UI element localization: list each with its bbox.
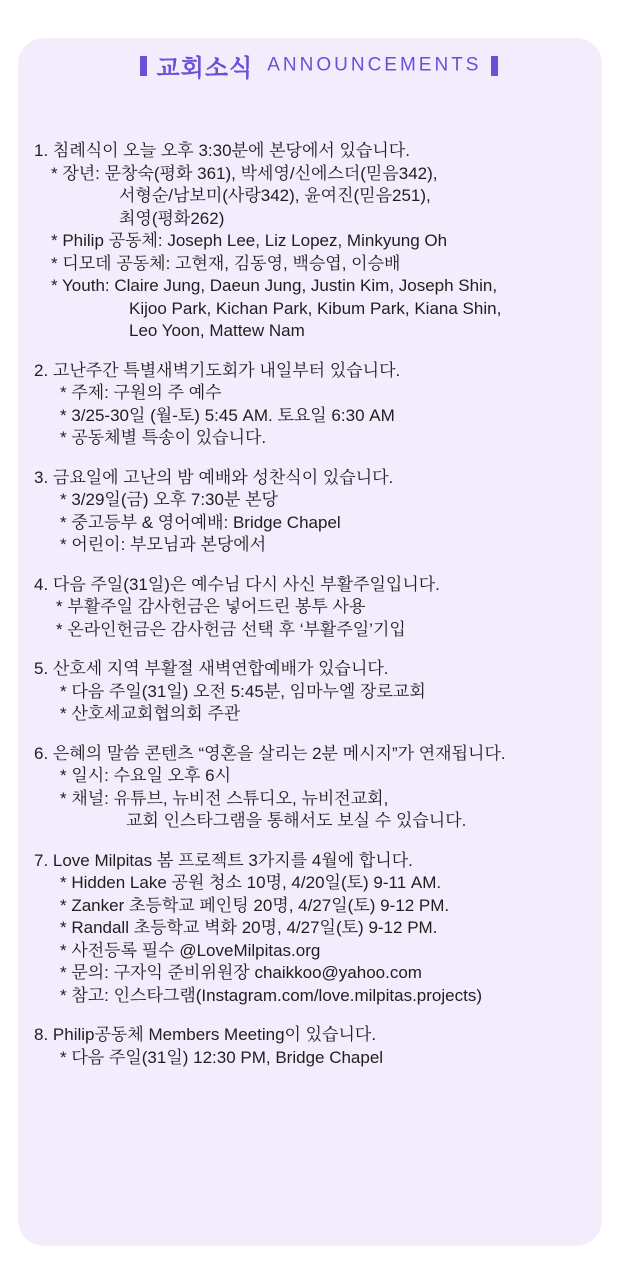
announcement-title: 8. Philip공동체 Members Meeting이 있습니다. [34,1025,377,1044]
announcement-detail: * Hidden Lake 공원 청소 10명, 4/20일(토) 9-11 AM. [60,873,442,892]
left-bar-icon [140,56,147,76]
announcement-detail: * 온라인헌금은 감사헌금 선택 후 ‘부활주일’기입 [56,619,406,639]
announcement-3 [34,467,616,557]
announcement-list [34,140,616,1086]
announcement-title: 1. 침례식이 오늘 오후 3:30분에 본당에서 있습니다. [34,141,410,160]
announcement-detail: 최영(평화262) [119,208,225,228]
announcement-detail: * 참고: 인스타그램(Instagram.com/love.milpitas.projects) [60,985,482,1005]
announcement-detail: * Randall 초등학교 벽화 20명, 4/27일(토) 9-12 PM. [60,918,438,937]
announcement-detail: * 다음 주일(31일) 오전 5:45분, 임마누엘 장로교회 [60,681,426,701]
announcement-detail: Leo Yoon, Mattew Nam [129,321,305,340]
announcement-detail: * 3/29일(금) 오후 7:30분 본당 [60,490,278,509]
announcement-title: 7. Love Milpitas 봄 프로젝트 3가지를 4월에 합니다. [34,850,413,870]
announcement-1 [34,140,616,343]
announcement-title: 6. 은혜의 말씀 콘텐츠 “영혼을 살리는 2분 메시지”가 연재됩니다. [34,743,506,763]
announcement-detail: * 일시: 수요일 오후 6시 [60,766,232,785]
announcement-7 [34,850,616,1008]
announcement-detail: * 어린이: 부모님과 본당에서 [60,535,267,554]
announcement-detail: * 부활주일 감사헌금은 넣어드린 봉투 사용 [56,597,366,616]
header-title-english: ANNOUNCEMENTS [267,54,482,76]
announcement-title: 3. 금요일에 고난의 밤 예배와 성찬식이 있습니다. [34,467,394,487]
announcement-detail: * 다음 주일(31일) 12:30 PM, Bridge Chapel [60,1047,384,1067]
announcement-detail: * 산호세교회협의회 주관 [60,704,241,723]
announcement-detail: * 공동체별 특송이 있습니다. [60,428,267,447]
announcement-2 [34,360,616,450]
announcement-detail: * 중고등부 & 영어예배: Bridge Chapel [60,512,341,532]
announcement-8 [34,1024,616,1069]
section-header [0,48,638,82]
announcement-detail: * 디모데 공동체: 고현재, 김동영, 백승엽, 이승배 [51,253,401,273]
announcement-detail: * Philip 공동체: Joseph Lee, Liz Lopez, Minkyung Oh [51,231,448,250]
announcement-title: 4. 다음 주일(31일)은 예수님 다시 사신 부활주일입니다. [34,574,440,594]
announcement-title: 2. 고난주간 특별새벽기도회가 내일부터 있습니다. [34,360,401,380]
announcement-detail: * 사전등록 필수 @LoveMilpitas.org [60,940,321,960]
announcement-detail: * Zanker 초등학교 페인팅 20명, 4/27일(토) 9-12 PM. [60,895,450,915]
announcement-detail: * 3/25-30일 (월-토) 5:45 AM. 토요일 6:30 AM [60,405,395,425]
header-title-korean: 교회소식 [156,54,254,82]
announcement-detail: 교회 인스타그램을 통해서도 보실 수 있습니다. [126,811,467,830]
announcement-detail: 서형순/남보미(사랑342), 윤여진(믿음251), [119,186,431,205]
announcement-detail: * 채널: 유튜브, 뉴비전 스튜디오, 뉴비전교회, [60,788,389,808]
right-bar-icon [491,56,498,76]
announcement-detail: * Youth: Claire Jung, Daeun Jung, Justin Kim, Joseph Shin, [51,276,498,295]
announcement-5 [34,658,616,726]
announcement-6 [34,743,616,833]
announcement-title: 5. 산호세 지역 부활절 새벽연합예배가 있습니다. [34,659,389,678]
announcement-detail: Kijoo Park, Kichan Park, Kibum Park, Kiana Shin, [129,298,502,318]
announcement-4 [34,574,616,642]
announcement-detail: * 장년: 문창숙(평화 361), 박세영/신에스더(믿음342), [51,163,438,183]
announcement-detail: * 주제: 구원의 주 예수 [60,383,222,402]
announcement-detail: * 문의: 구자익 준비위원장 chaikkoo@yahoo.com [60,963,422,982]
